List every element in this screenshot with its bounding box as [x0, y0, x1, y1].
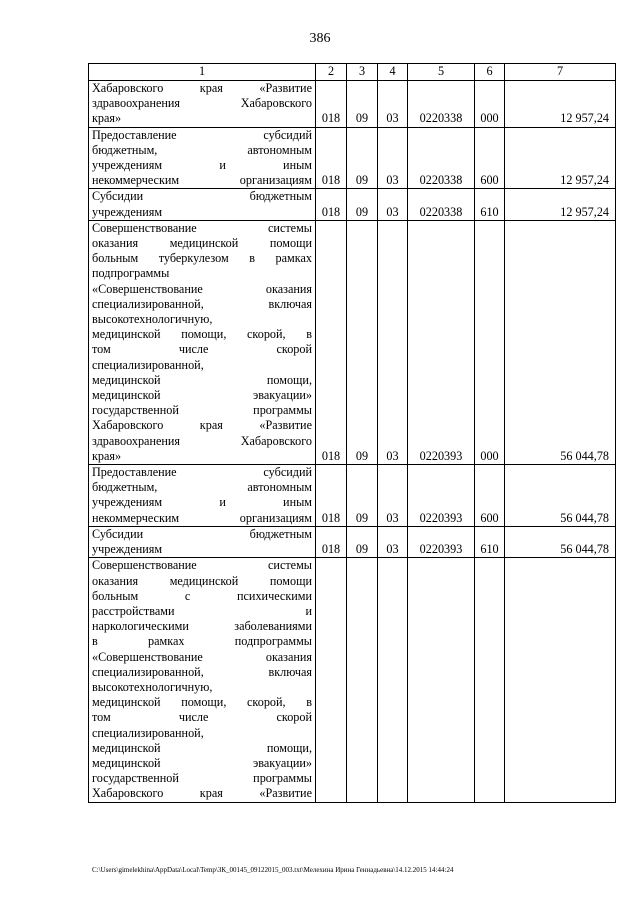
- cell-target-article: [408, 558, 475, 802]
- table-row: [89, 81, 616, 128]
- row-description: Предоставление субсидий бюджетным, автономным учреждениям и иным некоммерческим организациям: [89, 465, 316, 527]
- row-description: Субсидии бюджетным учреждениям: [89, 526, 316, 557]
- cell-amount: 56 044,78: [505, 526, 616, 557]
- cell-subsection: 03: [378, 465, 408, 527]
- cell-subsection: 03: [378, 526, 408, 557]
- cell-ministry: 018: [316, 465, 347, 527]
- cell-target-article: 0220338: [408, 81, 475, 128]
- cell-amount: 56 044,78: [505, 220, 616, 464]
- cell-amount: 56 044,78: [505, 465, 616, 527]
- table-row: [89, 127, 616, 189]
- cell-expense-type: 000: [475, 220, 505, 464]
- cell-amount: 12 957,24: [505, 81, 616, 128]
- column-header: 1: [89, 64, 316, 81]
- cell-subsection: 03: [378, 127, 408, 189]
- page-number: 386: [309, 31, 331, 46]
- cell-target-article: 0220393: [408, 220, 475, 464]
- column-header: 3: [347, 64, 378, 81]
- table-header-row: [89, 64, 616, 81]
- table-row: [89, 220, 616, 464]
- cell-section: 09: [347, 526, 378, 557]
- cell-section: 09: [347, 220, 378, 464]
- cell-subsection: 03: [378, 189, 408, 220]
- table-row: [89, 526, 616, 557]
- cell-ministry: 018: [316, 127, 347, 189]
- cell-section: 09: [347, 465, 378, 527]
- budget-table: [88, 63, 616, 803]
- cell-subsection: [378, 558, 408, 802]
- cell-section: [347, 558, 378, 802]
- cell-ministry: 018: [316, 81, 347, 128]
- cell-section: 09: [347, 127, 378, 189]
- cell-expense-type: 610: [475, 189, 505, 220]
- column-header: 4: [378, 64, 408, 81]
- cell-section: 09: [347, 81, 378, 128]
- cell-ministry: 018: [316, 189, 347, 220]
- cell-expense-type: 600: [475, 127, 505, 189]
- cell-expense-type: 610: [475, 526, 505, 557]
- table-row: [89, 465, 616, 527]
- row-description: Хабаровского края «Развитие здравоохранения Хабаровского края»: [89, 81, 316, 128]
- cell-target-article: 0220338: [408, 127, 475, 189]
- cell-target-article: 0220338: [408, 189, 475, 220]
- cell-amount: [505, 558, 616, 802]
- cell-target-article: 0220393: [408, 526, 475, 557]
- cell-expense-type: 600: [475, 465, 505, 527]
- cell-subsection: 03: [378, 220, 408, 464]
- table-row: [89, 558, 616, 802]
- row-description: Совершенствование системы оказания медицинской помощи больным туберкулезом в рамках подпрограммы «Совершенствование оказания специализированной, включая высокотехнологичную, медицинской помощи, скорой, в том числе скорой специализированной, медицинской помощи, медицинской эвакуации» государственной программы Хабаровского края «Развитие здравоохранения Хабаровского края»: [89, 220, 316, 464]
- cell-target-article: 0220393: [408, 465, 475, 527]
- column-header: 5: [408, 64, 475, 81]
- row-description: Предоставление субсидий бюджетным, автономным учреждениям и иным некоммерческим организациям: [89, 127, 316, 189]
- cell-section: 09: [347, 189, 378, 220]
- row-description: Совершенствование системы оказания медицинской помощи больным с психическими расстройствами и наркологическими заболеваниями в рамках подпрограммы «Совершенствование оказания специализированной, включая высокотехнологичную, медицинской помощи, скорой, в том числе скорой специализированной, медицинской помощи, медицинской эвакуации» государственной программы Хабаровского края «Развитие: [89, 558, 316, 802]
- cell-amount: 12 957,24: [505, 189, 616, 220]
- column-header: 7: [505, 64, 616, 81]
- cell-subsection: 03: [378, 81, 408, 128]
- row-description: Субсидии бюджетным учреждениям: [89, 189, 316, 220]
- column-header: 2: [316, 64, 347, 81]
- cell-amount: 12 957,24: [505, 127, 616, 189]
- footer-file-path: C:\Users\gimelekhina\AppData\Local\Temp\ЗК_00145_09122015_003.txt\Мелехина Ирина Геннадьевна\14.12.2015 14:44:24: [92, 866, 454, 874]
- cell-expense-type: [475, 558, 505, 802]
- table-row: [89, 189, 616, 220]
- column-header: 6: [475, 64, 505, 81]
- cell-ministry: 018: [316, 220, 347, 464]
- cell-expense-type: 000: [475, 81, 505, 128]
- cell-ministry: 018: [316, 526, 347, 557]
- cell-ministry: [316, 558, 347, 802]
